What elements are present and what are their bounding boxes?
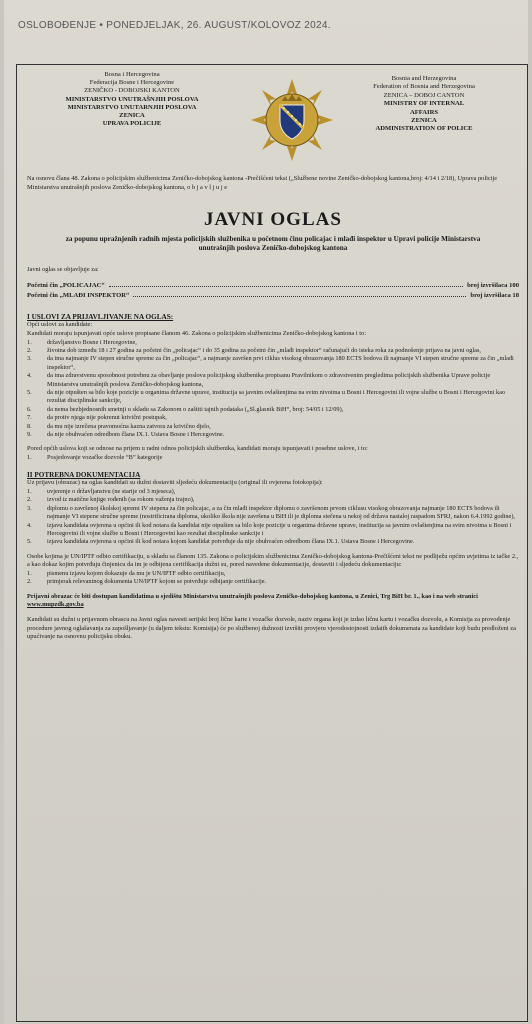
general-conditions-list <box>27 339 519 440</box>
org-line: MINISTRY OF INTERNAL <box>383 100 465 108</box>
org-line: AFFAIRS <box>409 108 439 116</box>
website-link[interactable]: www.mupzdk.gov.ba <box>27 601 84 609</box>
rank-label: Početni čin „POLICAJAC“ <box>27 282 105 290</box>
letterhead-right <box>329 75 519 134</box>
org-line: ZENICA <box>411 117 437 125</box>
letterhead-left <box>27 71 237 128</box>
org-line: Bosna i Hercegovina <box>104 71 160 78</box>
announce-text: Javni oglas se objavljuje za: <box>27 265 99 273</box>
org-line: Bosnia and Herzegovina <box>391 75 457 82</box>
paragraph: Opći uslovi za kandidate: <box>27 321 93 329</box>
list-item: 2. životna dob između 18 i 27 godina za početni čin „policajac“ i do 35 godina za početni čin „mlađi inspektor“ računajući do isteka roka za podnošenje prijava na javni oglas, <box>27 346 481 354</box>
org-line: ZENICA <box>119 112 145 120</box>
list-item: 4. izjavu kandidata ovjerena u općini ili kod notara da kandidat nije otpušten sa bilo koje pozicije u organima državne uprave, institucija sa javnim ovlaštenjima na svim nivoima u Bosni i Hercegovini ili vojne službe u Bosni i Hercegovini kao rezultat disciplinske sankcije i <box>27 521 512 538</box>
org-line: MINISTARSTVO UNUTARNJIH POSLOVA <box>67 103 197 111</box>
list-item: 1. pismenu izjavu kojom dokazuje da mu je UN/IPTF odbio certifikaciju, <box>27 570 226 578</box>
org-line: MINISTARSTVO UNUTRAŠNJIH POSLOVA <box>65 95 199 103</box>
legal-basis-text: Na osnovu člana 48. Zakona o policijskim službenicima Zeničko-dobojskog kantona -Prečišćeni tekst („Službene novine Zeničko-dobojskog kantona,broj: 4/14 i 2/18), Uprava policije Ministarstva unutrašnjih poslova Zeničko-dobojskog kantona, o b j a v l j u j e <box>27 175 498 191</box>
rank-label: Početni čin „MLAĐI INSPEKTOR“ <box>27 292 130 300</box>
rank-count: broj izvršilaca 100 <box>467 282 519 290</box>
list-item: 5. da nije otpušten sa bilo koje pozicije u organima državne uprave, institucija sa javnim ovlaštenjima na svim nivoima u Bosni i Hercegovini ili vojne službe u Bosni i Hercegovini kao rezultat disciplinske sankcije, <box>27 389 506 405</box>
paragraph: Uz prijavu (obrazac) na oglas kandidati su dužni dostaviti sljedeću dokumentaciju (original ili ovjerena fotokopija): <box>27 479 323 487</box>
notice-subtitle: za popunu upražnjenih radnih mjesta policijskih službenika u početnom činu policajac i mlađi inspektor u Upravi policije Ministarstva unutrašnjih poslova Zeničko-dobojskog kantona <box>65 234 481 253</box>
list-item: 3. diplomu o završenoj školskoj spremi IV stepena za čin policajac, a za čin mlađi inspektor diplomu o završenom prvom ciklusu visokog obrazovanja najmanje 180 ECTS bodova ili najmanje VI stepene stručne spreme (nostrificirana diploma, ukoliko škola nije završena u BiH ili je diploma stečena u nekoj od država nastaloj raspadom SFRJ, nakon 6.4.1992 godine), <box>27 504 516 521</box>
rank-count: broj izvršilaca 18 <box>470 292 519 300</box>
list-item: 1. Posjedovanje vozačke dozvole “B” kategorije <box>27 454 163 462</box>
rank-row <box>27 282 519 289</box>
form-note-text: Prijavni obrazac će biti dostupan kandidatima u sjedištu Ministarstva unutrašnjih poslova Zeničko-dobojskog kantona, u Zenici, Trg BiH br. 1., kao i na web stranici <box>27 592 478 600</box>
section-heading: I USLOVI ZA PRIJAVLJIVANJE NA OGLAS: <box>27 313 174 322</box>
paragraph: Pored općih uslova koji se odnose na prijem u radni odnos policijskih službenika, kandidati moraju ispunjavati i posebne uslove, i to: <box>27 445 368 453</box>
list-item: 8. da mu nije izrečena pravomoćna kazna zatvora za krivično djelo, <box>27 422 211 430</box>
list-item: 1. uvjerenje o državljanstvu (ne starije od 3 mjeseca), <box>27 488 176 496</box>
paragraph: Kandidati moraju ispunjavati opće uslove propisane članom 46. Zakona o policijskim službenicima Zeničko-dobojskog kantona i to: <box>27 329 366 337</box>
list-item: 5. izjavu kandidata ovjerena u općini ili kod notara kojom kandidat potvrđuje da nije obuhvaćen odredbom člana IX.1. Ustava Bosne i Hercegovine. <box>27 538 415 546</box>
public-notice <box>16 64 528 1022</box>
org-line: Federation of Bosnia and Herzegovina <box>373 83 475 91</box>
list-item: 3. da ima najmanje IV stepen stručne spreme za čin „policajac“, a najmanje završen prvi ciklus visokog obrazovanja 180 ECTS bodova ili najmanje VI stepen stručne spreme za čin „mlađi inspektor“, <box>27 355 514 371</box>
form-availability-note <box>27 593 519 610</box>
list-item: 4. da ima zdravstvenu sposobnost potrebnu za obavljanje poslova policijskog službenika propisanu Pravilnikom o zdravstvenim pregledima policijskih službenika Uprave policije Ministarstva unutrašnjih poslova Zeničko-dobojskog kantona, <box>27 372 491 388</box>
rank-row <box>27 292 519 299</box>
newspaper-page <box>4 0 528 1024</box>
dotted-leader <box>109 282 463 287</box>
org-line: UPRAVA POLICIJE <box>102 120 162 128</box>
list-item: 9. da nije obuhvaćen odredbom člana IX.1. Ustava Bosne i Hercegovine. <box>27 431 225 439</box>
documents-list <box>27 488 519 547</box>
org-line: ZENICA – DOBOJ CANTON <box>383 91 465 99</box>
list-item: 7. da protiv njega nije pokrenut krivični postupak, <box>27 414 167 422</box>
org-line: Federacija Bosne i Hercegovine <box>89 79 175 87</box>
newspaper-header: OSLOBOĐENJE • PONEDJELJAK, 26. AUGUST/KOLOVOZ 2024. <box>18 20 331 31</box>
uniptf-list <box>27 570 519 587</box>
paragraph: Osobe kojima je UN/IPTF odbio certifikaciju, u skladu sa članom 135. Zakona o policijskim službenicima Zeničko-dobojskog kantona-Prečišćeni tekst ne podliježu općim uvjetima iz tačke 2., a kao dokaz kojim potvrđuju činjenicu da im je odbijena certifikacija dužni su, pored navedene dokumentacije, dostaviti i sljedeću dokumentaciju: <box>27 552 519 569</box>
org-line: ZENIČKO - DOBOJSKI KANTON <box>84 87 180 95</box>
list-item: 6. da nema bezbjednosnih smetnji u skladu sa Zakonom o zaštiti tajnih podataka („Sl.glasnik BiH“, broj: 54/05 i 12/09), <box>27 405 344 413</box>
list-item: 1. državljanstvo Bosne i Hercegovine, <box>27 338 137 346</box>
notice-title: JAVNI OGLAS <box>204 208 342 230</box>
letterhead <box>27 71 519 173</box>
list-item: 2. izvod iz matične knjige rođenih (sa rokom važenja trajno), <box>27 496 195 504</box>
special-conditions-list <box>27 454 519 462</box>
org-line: ADMINISTRATION OF POLICE <box>375 125 473 133</box>
section-heading: II POTREBNA DOKUMENTACIJA <box>27 471 141 480</box>
police-crest-icon <box>249 77 335 163</box>
final-note: Kandidati su dužni u prijavnom obrascu na Javni oglas navesti serijski broj lične karte i vozačke dozvole, naziv organa koji je izdao ličnu kartu i vozačku dozvolu, a Komisija za provođenje procedure javnog oglašavanja za zapošljavanje (u daljem tekstu: Komisija) će po službenoj dužnosti izvršiti provjeru vjerodostojnosti izdatih dokumenata za kandidate koji budu predloženi za upućivanje na osnovnu policijsku obuku. <box>27 616 516 641</box>
dotted-leader <box>133 292 466 297</box>
list-item: 2. primjerak relevantnog dokumenta UN/IPTF kojom se potvrđuje odbijanje certifikacije. <box>27 578 267 586</box>
